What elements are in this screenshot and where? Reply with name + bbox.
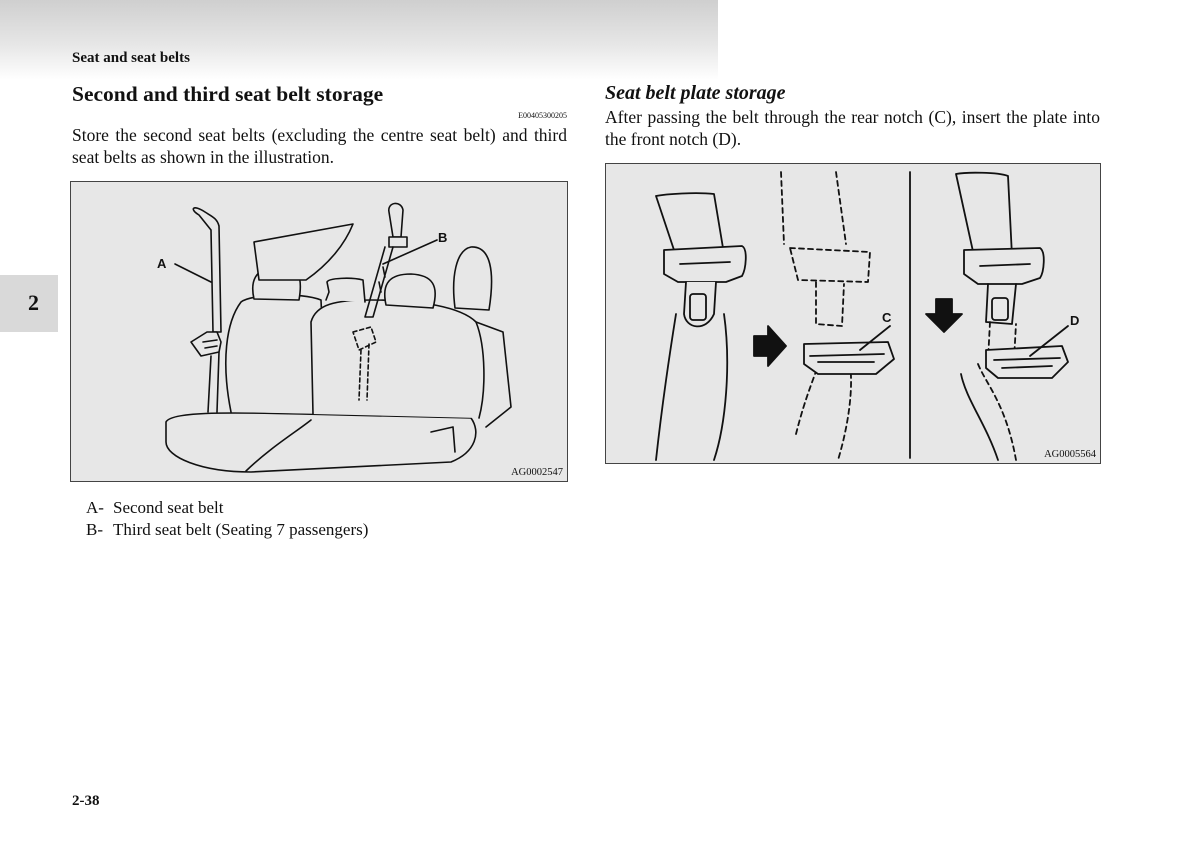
heading-seat-belt-storage: Second and third seat belt storage	[72, 82, 384, 106]
seat-belt-storage-illustration	[70, 181, 568, 482]
callout-c: C	[882, 310, 892, 325]
figure-id: AG0002547	[511, 467, 563, 478]
chapter-number: 2	[28, 290, 39, 315]
figure-legend	[86, 497, 368, 541]
heading-plate-storage: Seat belt plate storage	[605, 82, 786, 104]
legend-item-b	[86, 519, 368, 541]
rear-seat-drawing	[71, 182, 566, 480]
page-number: 2-38	[72, 793, 100, 809]
callout-d: D	[1070, 313, 1080, 328]
legend-item-a	[86, 497, 368, 519]
reference-code: E00405300205	[518, 111, 567, 120]
storage-instructions: Store the second seat belts (excluding the centre seat belt) and third seat belts as shown in the illustration.	[72, 125, 567, 167]
plate-storage-instructions: After passing the belt through the rear notch (C), insert the plate into the front notch (D).	[605, 107, 1100, 149]
header-band	[0, 0, 718, 80]
figure-id: AG0005564	[1044, 449, 1096, 460]
callout-b: B	[438, 230, 448, 245]
callout-a: A	[157, 256, 167, 271]
legend-text: Second seat belt	[113, 498, 224, 517]
legend-key: A-	[86, 498, 104, 517]
legend-key: B-	[86, 520, 103, 539]
section-title: Seat and seat belts	[72, 50, 190, 66]
legend-text: Third seat belt (Seating 7 passengers)	[113, 520, 369, 539]
buckle-drawing	[606, 164, 1099, 462]
plate-storage-illustration	[605, 163, 1101, 464]
